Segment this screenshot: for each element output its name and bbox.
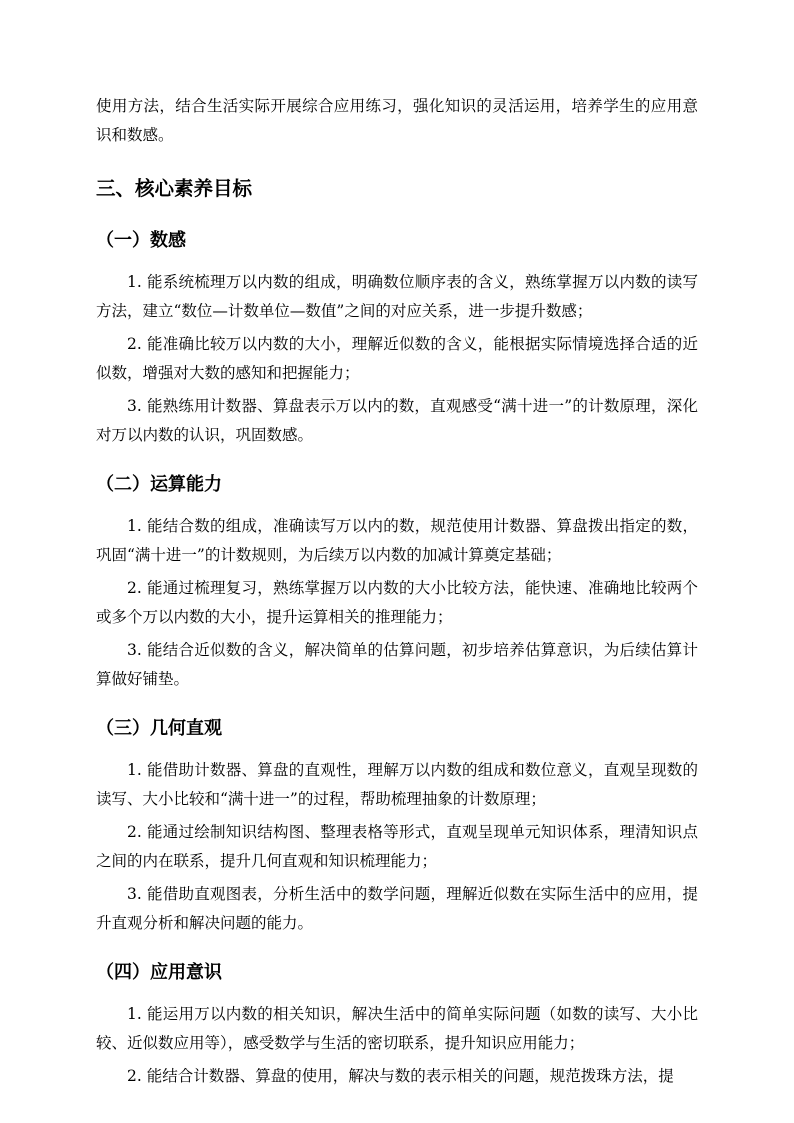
subsection-title-computation: （二）运算能力 (96, 474, 222, 495)
list-item: 2. 能通过绘制知识结构图、整理表格等形式，直观呈现单元知识体系，理清知识点之间的内在联系，提升几何直观和知识梳理能力； (96, 823, 698, 870)
subsection-title-number-sense: （一）数感 (96, 230, 186, 251)
list-item: 3. 能借助直观图表，分析生活中的数学问题，理解近似数在实际生活中的应用，提升直观分析和解决问题的能力。 (96, 885, 698, 932)
list-item: 2. 能结合计数器、算盘的使用，解决与数的表示相关的问题，规范拨珠方法，提 (127, 1067, 674, 1085)
list-item: 1. 能结合数的组成，准确读写万以内的数，规范使用计数器、算盘拨出指定的数，巩固“满十进一”的计数规则，为后续万以内数的加减计算奠定基础； (96, 517, 698, 564)
list-item: 2. 能通过梳理复习，熟练掌握万以内数的大小比较方法，能快速、准确地比较两个或多个万以内数的大小，提升运算相关的推理能力； (96, 579, 698, 626)
intro-paragraph: 使用方法，结合生活实际开展综合应用练习，强化知识的灵活运用，培养学生的应用意识和数感。 (96, 97, 698, 144)
subsection-title-geometric-intuition: （三）几何直观 (96, 718, 222, 739)
list-item: 1. 能运用万以内数的相关知识，解决生活中的简单实际问题（如数的读写、大小比较、近似数应用等），感受数学与生活的密切联系，提升知识应用能力； (96, 1005, 698, 1052)
document-page (96, 92, 698, 1095)
list-item: 1. 能借助计数器、算盘的直观性，理解万以内数的组成和数位意义，直观呈现数的读写、大小比较和“满十进一”的过程，帮助梳理抽象的计数原理； (96, 761, 698, 808)
list-item: 3. 能结合近似数的含义，解决简单的估算问题，初步培养估算意识，为后续估算计算做好铺垫。 (96, 641, 698, 688)
section-title: 三、核心素养目标 (96, 177, 253, 200)
list-item: 1. 能系统梳理万以内数的组成，明确数位顺序表的含义，熟练掌握万以内数的读写方法，建立“数位—计数单位—数值”之间的对应关系，进一步提升数感； (96, 273, 698, 320)
list-item: 3. 能熟练用计数器、算盘表示万以内的数，直观感受“满十进一”的计数原理，深化对万以内数的认识，巩固数感。 (96, 397, 698, 444)
subsection-title-application: （四）应用意识 (96, 962, 222, 983)
list-item: 2. 能准确比较万以内数的大小，理解近似数的含义，能根据实际情境选择合适的近似数，增强对大数的感知和把握能力； (96, 335, 698, 382)
